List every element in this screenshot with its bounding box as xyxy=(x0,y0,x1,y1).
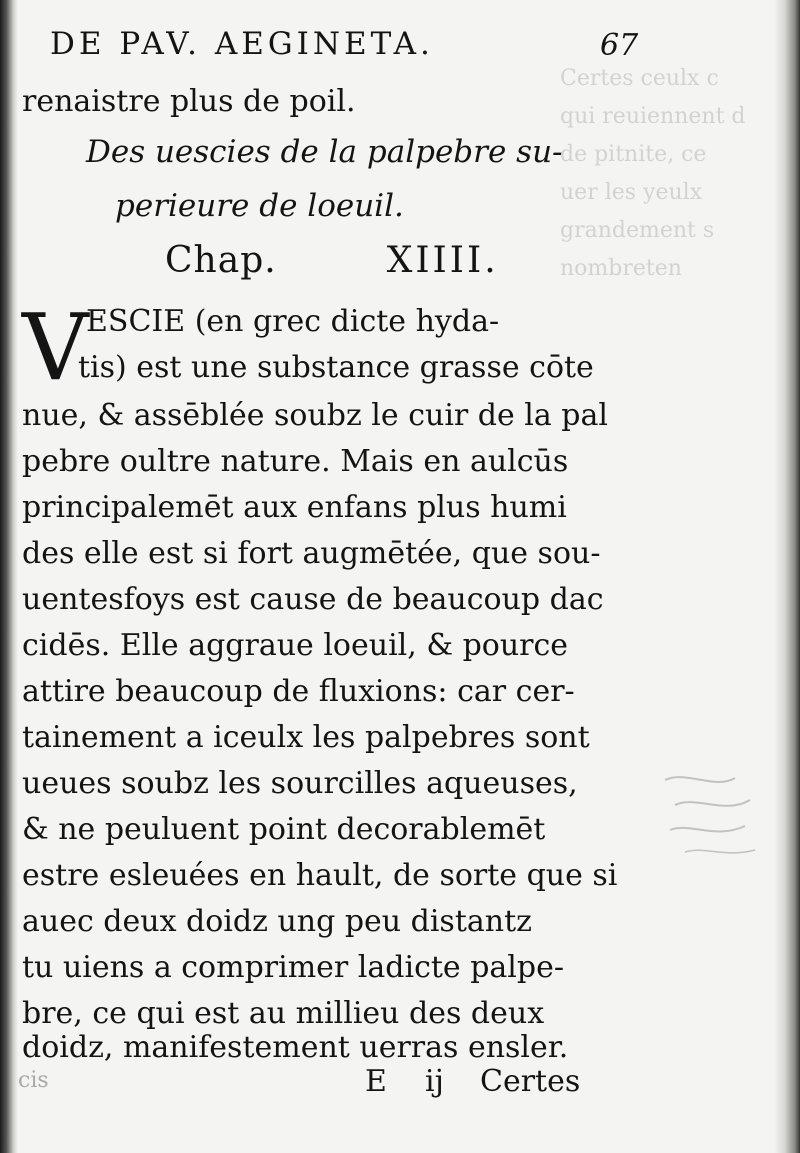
page-edge xyxy=(774,0,800,1153)
chapter-heading xyxy=(165,240,499,281)
body-line: auec deux doidz ung peu distantz xyxy=(22,904,532,939)
page-number: 67 xyxy=(600,28,639,63)
body-line: cidēs. Elle aggraue loeuil, & pource xyxy=(22,628,569,663)
running-head: DE PAV. AEGINETA. xyxy=(50,26,434,62)
body-line: ueues soubz les sourcilles aqueuses, xyxy=(22,766,578,801)
section-title-line-2: perieure de loeuil. xyxy=(115,188,404,224)
body-line: pebre oultre nature. Mais en aulcūs xyxy=(22,444,569,479)
body-line: uentesfoys est cause de beaucoup dac xyxy=(22,582,604,617)
body-line: nue, & assēblée soubz le cuir de la pal xyxy=(22,398,608,433)
gutter-shadow xyxy=(0,0,18,1153)
section-title-line-1: Des uescies de la palpebre su- xyxy=(86,134,563,170)
text-line-continuation: renaistre plus de poil. xyxy=(22,84,356,119)
show-through: Certes ceulx c qui reuiennent d de pitnite, ce uer les yeulx grandement s nombreten xyxy=(560,66,746,281)
catchword: Certes xyxy=(480,1064,581,1099)
body-line: bre, ce qui est au millieu des deux xyxy=(22,996,545,1031)
body-line: tis) est une substance grasse cōte xyxy=(78,350,594,385)
body-line: principalemēt aux enfans plus humi xyxy=(22,490,567,525)
body-line: estre esleuées en hault, de sorte que si xyxy=(22,858,618,893)
drop-cap: V xyxy=(22,294,89,401)
signature-mark: E xyxy=(365,1064,387,1099)
chapter-number: XIIII. xyxy=(386,240,499,281)
body-line: ESCIE (en grec dicte hyda- xyxy=(86,304,500,339)
body-line: attire beaucoup de fluxions: car cer- xyxy=(22,674,575,709)
body-line: des elle est si fort augmētée, que sou- xyxy=(22,536,601,571)
signature-number: ij xyxy=(425,1064,444,1099)
body-line: tu uiens a comprimer ladicte palpe- xyxy=(22,950,564,985)
margin-scribble xyxy=(655,760,765,870)
body-line: doidz, manifestement uerras ensler. xyxy=(22,1030,569,1065)
body-line: & ne peuluent point decorablemēt xyxy=(22,812,546,847)
show-through-footer: cis xyxy=(18,1068,49,1093)
body-line: tainement a iceulx les palpebres sont xyxy=(22,720,590,755)
chapter-label: Chap. xyxy=(165,240,277,281)
